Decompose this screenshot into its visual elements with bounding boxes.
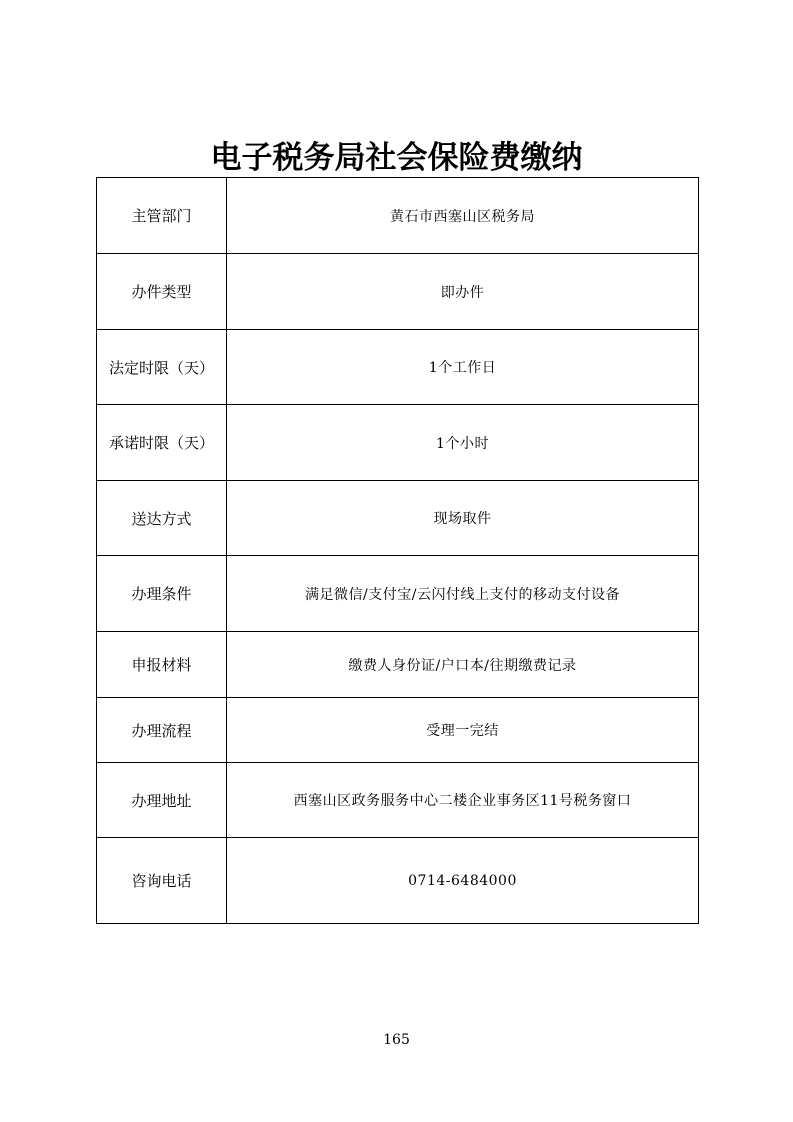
row-label-case-type: 办件类型 [97, 254, 227, 330]
row-label-phone: 咨询电话 [97, 838, 227, 924]
row-value-process: 受理一完结 [227, 698, 699, 763]
document-title: 电子税务局社会保险费缴纳 [210, 140, 583, 176]
row-value-promised-time-limit: 1个小时 [227, 405, 699, 481]
row-label-delivery-method: 送达方式 [97, 481, 227, 556]
row-value-case-type: 即办件 [227, 254, 699, 330]
table-row [97, 632, 699, 698]
table-row [97, 481, 699, 556]
table-row [97, 254, 699, 330]
row-value-address: 西塞山区政务服务中心二楼企业事务区11号税务窗口 [227, 763, 699, 838]
row-value-delivery-method: 现场取件 [227, 481, 699, 556]
row-label-address: 办理地址 [97, 763, 227, 838]
row-value-department: 黄石市西塞山区税务局 [227, 178, 699, 254]
row-label-promised-time-limit: 承诺时限（天） [97, 405, 227, 481]
table-row [97, 838, 699, 924]
table-row [97, 698, 699, 763]
row-value-conditions: 满足微信/支付宝/云闪付线上支付的移动支付设备 [227, 556, 699, 632]
row-value-phone: 0714-6484000 [227, 838, 699, 924]
row-label-materials: 申报材料 [97, 632, 227, 698]
table-row [97, 178, 699, 254]
row-value-materials: 缴费人身份证/户口本/往期缴费记录 [227, 632, 699, 698]
page-number: 165 [383, 1032, 410, 1048]
table-row [97, 763, 699, 838]
row-value-legal-time-limit: 1个工作日 [227, 330, 699, 405]
service-info-table [96, 177, 699, 924]
row-label-conditions: 办理条件 [97, 556, 227, 632]
row-label-legal-time-limit: 法定时限（天） [97, 330, 227, 405]
table-row [97, 556, 699, 632]
row-label-process: 办理流程 [97, 698, 227, 763]
row-label-department: 主管部门 [97, 178, 227, 254]
table-row [97, 330, 699, 405]
table-row [97, 405, 699, 481]
